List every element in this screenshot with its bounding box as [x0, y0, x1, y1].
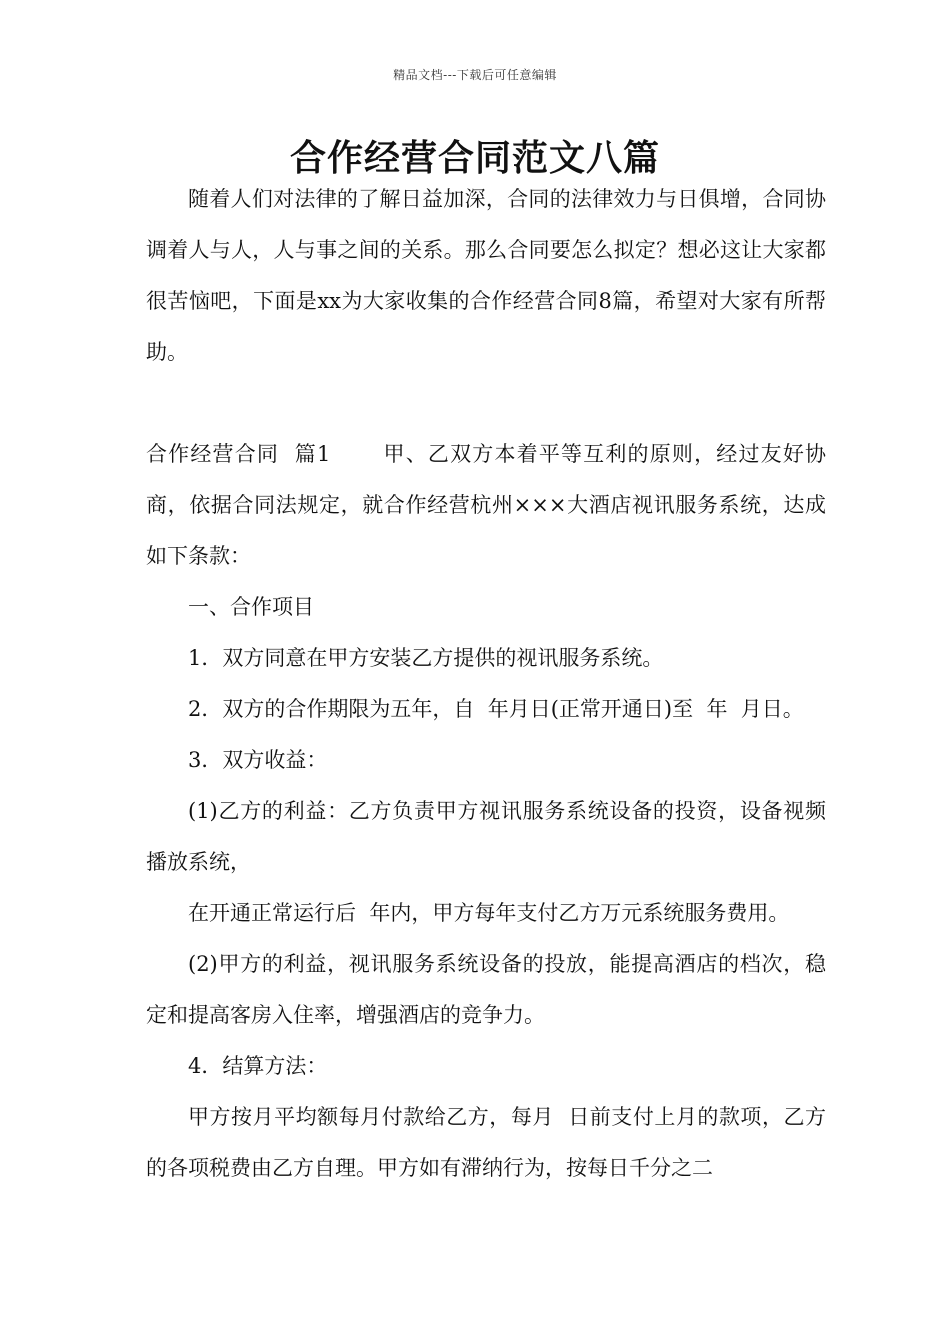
- clause-heading-cooperation-project: 一、合作项目: [188, 595, 314, 619]
- clause-3-1: (1)乙方的利益：乙方负责甲方视讯服务系统设备的投资，设备视频播放系统，: [146, 799, 826, 874]
- header-note: 精品文档---下载后可任意编辑: [393, 68, 557, 82]
- clause-3-1-continued: 在开通正常运行后 年内，甲方每年支付乙方万元系统服务费用。: [188, 901, 790, 925]
- intro-paragraph: 随着人们对法律的了解日益加深，合同的法律效力与日俱增，合同协调着人与人，人与事之间的关系。那么合同要怎么拟定？想必这让大家都很苦恼吧，下面是xx为大家收集的合作经营合同8篇，希望对大家有所帮助。: [146, 187, 826, 364]
- document-title: 合作经营合同范文八篇: [289, 138, 660, 179]
- clause-4: 4．结算方法：: [188, 1054, 328, 1078]
- paragraph-spacer: [146, 378, 826, 429]
- clause-2: 2．双方的合作期限为五年，自 年月日(正常开通日)至 年 月日。: [188, 697, 804, 721]
- document-body: [146, 174, 826, 1194]
- clause-4-text: 甲方按月平均额每月付款给乙方，每月 日前支付上月的款项，乙方的各项税费由乙方自理。甲方如有滞纳行为，按每日千分之二: [146, 1105, 826, 1180]
- section-opening-text: 甲、乙双方本着平等互利的原则，经过友好协商，依据合同法规定，就合作经营杭州×××大酒店视讯服务系统，达成如下条款：: [146, 442, 826, 568]
- clause-1: 1．双方同意在甲方安装乙方提供的视讯服务系统。: [188, 646, 664, 670]
- clause-3: 3．双方收益：: [188, 748, 328, 772]
- section-opening-paragraph: [146, 429, 826, 582]
- section-heading: 合作经营合同 篇1: [146, 442, 331, 466]
- clause-3-2: (2)甲方的利益，视讯服务系统设备的投放，能提高酒店的档次，稳定和提高客房入住率，增强酒店的竞争力。: [146, 952, 826, 1027]
